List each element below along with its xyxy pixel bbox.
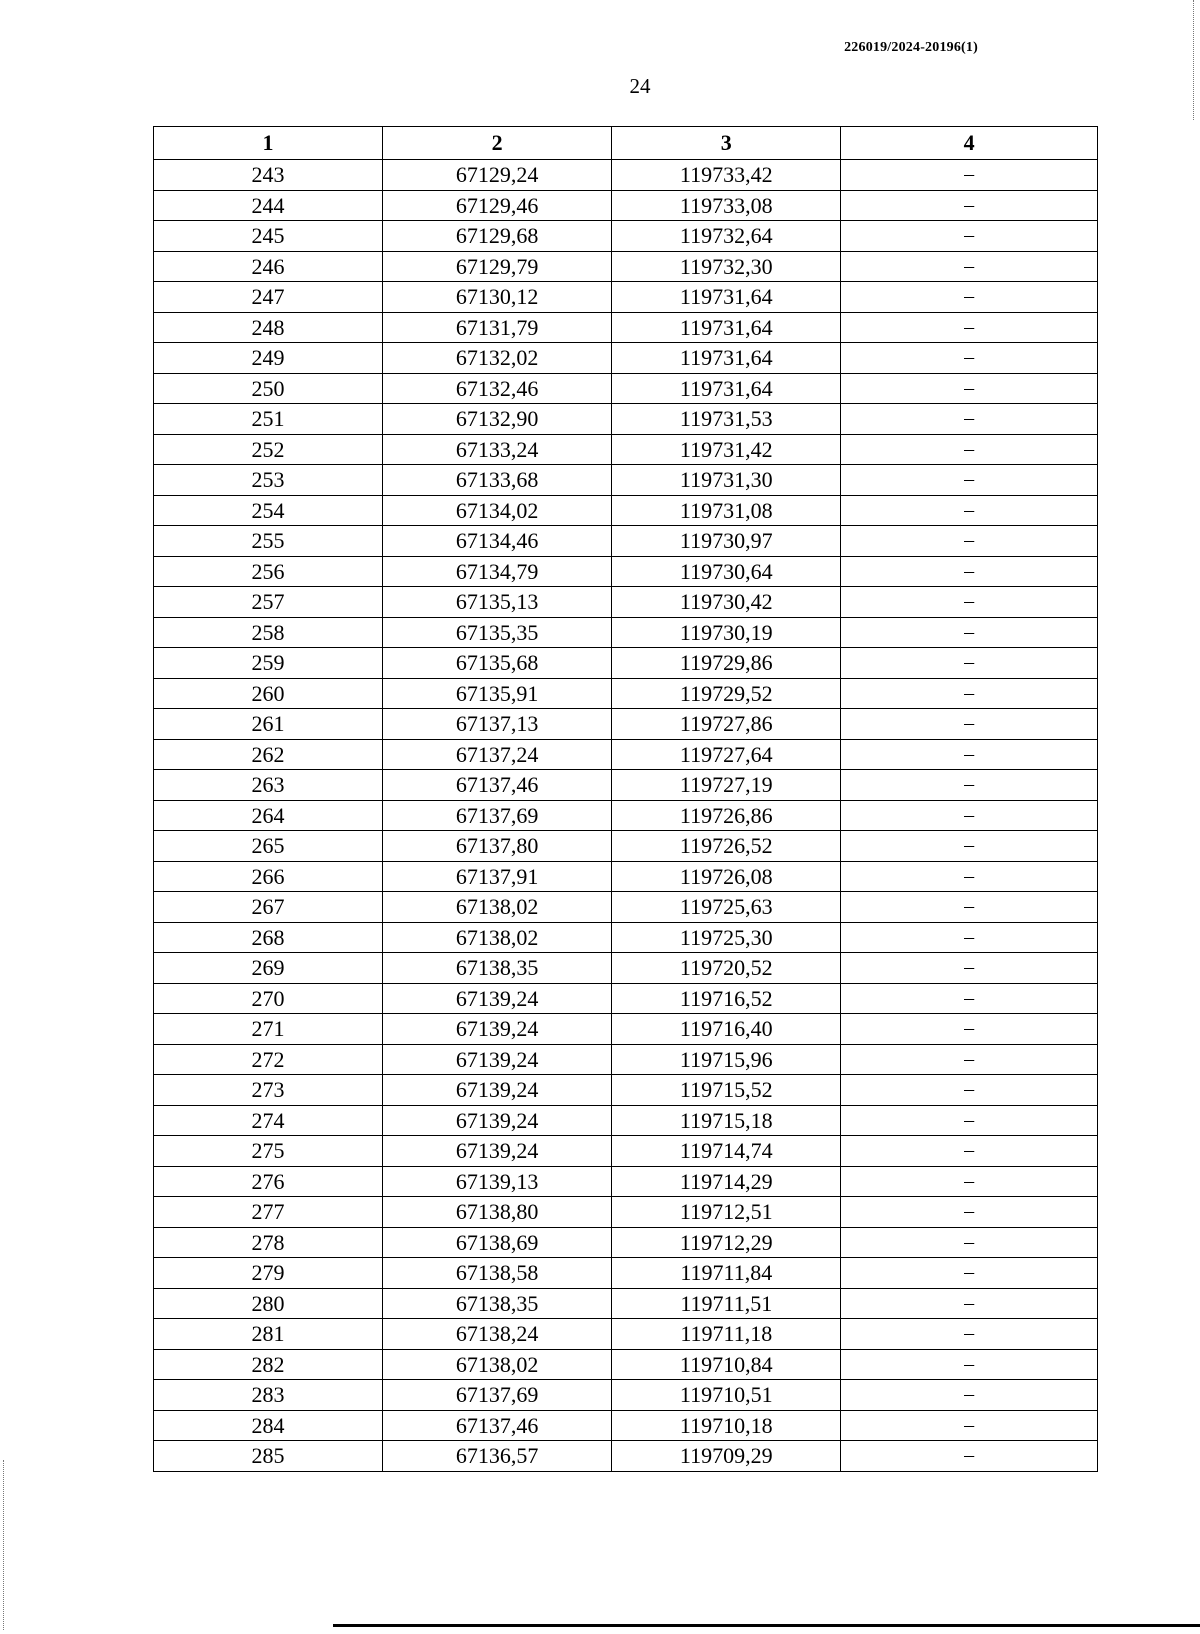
- point-number-cell: 248: [154, 312, 383, 343]
- y-coordinate-cell: 119715,18: [612, 1105, 841, 1136]
- table-row: [154, 343, 1098, 374]
- note-cell: –: [841, 556, 1098, 587]
- point-number-cell: 273: [154, 1075, 383, 1106]
- table-row: [154, 709, 1098, 740]
- y-coordinate-cell: 119731,53: [612, 404, 841, 435]
- note-cell: –: [841, 1044, 1098, 1075]
- y-coordinate-cell: 119731,30: [612, 465, 841, 496]
- table-row: [154, 1441, 1098, 1472]
- table-row: [154, 434, 1098, 465]
- note-cell: –: [841, 1288, 1098, 1319]
- note-cell: –: [841, 1258, 1098, 1289]
- table-row: [154, 312, 1098, 343]
- x-coordinate-cell: 67138,58: [383, 1258, 612, 1289]
- point-number-cell: 246: [154, 251, 383, 282]
- point-number-cell: 263: [154, 770, 383, 801]
- y-coordinate-cell: 119733,08: [612, 190, 841, 221]
- point-number-cell: 272: [154, 1044, 383, 1075]
- y-coordinate-cell: 119733,42: [612, 160, 841, 191]
- x-coordinate-cell: 67131,79: [383, 312, 612, 343]
- point-number-cell: 277: [154, 1197, 383, 1228]
- x-coordinate-cell: 67130,12: [383, 282, 612, 313]
- x-coordinate-cell: 67129,46: [383, 190, 612, 221]
- y-coordinate-cell: 119710,51: [612, 1380, 841, 1411]
- note-cell: –: [841, 221, 1098, 252]
- x-coordinate-cell: 67139,24: [383, 983, 612, 1014]
- point-number-cell: 253: [154, 465, 383, 496]
- y-coordinate-cell: 119710,18: [612, 1410, 841, 1441]
- table-row: [154, 648, 1098, 679]
- y-coordinate-cell: 119731,64: [612, 373, 841, 404]
- note-cell: –: [841, 953, 1098, 984]
- point-number-cell: 259: [154, 648, 383, 679]
- note-cell: –: [841, 739, 1098, 770]
- y-coordinate-cell: 119729,86: [612, 648, 841, 679]
- note-cell: –: [841, 1380, 1098, 1411]
- point-number-cell: 245: [154, 221, 383, 252]
- note-cell: –: [841, 831, 1098, 862]
- point-number-cell: 252: [154, 434, 383, 465]
- point-number-cell: 244: [154, 190, 383, 221]
- table-row: [154, 1197, 1098, 1228]
- point-number-cell: 267: [154, 892, 383, 923]
- table-row: [154, 1136, 1098, 1167]
- table-row: [154, 892, 1098, 923]
- scan-edge-mark-right: [1192, 0, 1194, 120]
- y-coordinate-cell: 119730,64: [612, 556, 841, 587]
- point-number-cell: 285: [154, 1441, 383, 1472]
- x-coordinate-cell: 67133,68: [383, 465, 612, 496]
- x-coordinate-cell: 67139,24: [383, 1014, 612, 1045]
- point-number-cell: 266: [154, 861, 383, 892]
- x-coordinate-cell: 67139,24: [383, 1105, 612, 1136]
- point-number-cell: 261: [154, 709, 383, 740]
- point-number-cell: 260: [154, 678, 383, 709]
- y-coordinate-cell: 119727,64: [612, 739, 841, 770]
- note-cell: –: [841, 770, 1098, 801]
- point-number-cell: 257: [154, 587, 383, 618]
- point-number-cell: 274: [154, 1105, 383, 1136]
- note-cell: –: [841, 922, 1098, 953]
- table-row: [154, 160, 1098, 191]
- x-coordinate-cell: 67139,24: [383, 1075, 612, 1106]
- x-coordinate-cell: 67137,46: [383, 770, 612, 801]
- point-number-cell: 284: [154, 1410, 383, 1441]
- x-coordinate-cell: 67137,13: [383, 709, 612, 740]
- note-cell: –: [841, 282, 1098, 313]
- x-coordinate-cell: 67135,68: [383, 648, 612, 679]
- point-number-cell: 269: [154, 953, 383, 984]
- table-row: [154, 1319, 1098, 1350]
- point-number-cell: 254: [154, 495, 383, 526]
- x-coordinate-cell: 67132,02: [383, 343, 612, 374]
- table-row: [154, 861, 1098, 892]
- table-row: [154, 739, 1098, 770]
- x-coordinate-cell: 67138,69: [383, 1227, 612, 1258]
- x-coordinate-cell: 67133,24: [383, 434, 612, 465]
- y-coordinate-cell: 119716,40: [612, 1014, 841, 1045]
- column-header-4: 4: [841, 127, 1098, 160]
- table-row: [154, 1075, 1098, 1106]
- note-cell: –: [841, 983, 1098, 1014]
- y-coordinate-cell: 119731,64: [612, 312, 841, 343]
- y-coordinate-cell: 119727,19: [612, 770, 841, 801]
- column-header-3: 3: [612, 127, 841, 160]
- table-row: [154, 983, 1098, 1014]
- y-coordinate-cell: 119710,84: [612, 1349, 841, 1380]
- y-coordinate-cell: 119709,29: [612, 1441, 841, 1472]
- point-number-cell: 265: [154, 831, 383, 862]
- point-number-cell: 264: [154, 800, 383, 831]
- y-coordinate-cell: 119731,08: [612, 495, 841, 526]
- note-cell: –: [841, 1349, 1098, 1380]
- y-coordinate-cell: 119731,42: [612, 434, 841, 465]
- note-cell: –: [841, 1441, 1098, 1472]
- x-coordinate-cell: 67132,46: [383, 373, 612, 404]
- note-cell: –: [841, 861, 1098, 892]
- y-coordinate-cell: 119715,96: [612, 1044, 841, 1075]
- table-row: [154, 1166, 1098, 1197]
- x-coordinate-cell: 67137,91: [383, 861, 612, 892]
- note-cell: –: [841, 160, 1098, 191]
- y-coordinate-cell: 119731,64: [612, 343, 841, 374]
- table-row: [154, 1044, 1098, 1075]
- point-number-cell: 243: [154, 160, 383, 191]
- y-coordinate-cell: 119730,19: [612, 617, 841, 648]
- note-cell: –: [841, 404, 1098, 435]
- note-cell: –: [841, 190, 1098, 221]
- note-cell: –: [841, 1105, 1098, 1136]
- y-coordinate-cell: 119726,08: [612, 861, 841, 892]
- note-cell: –: [841, 587, 1098, 618]
- table-row: [154, 587, 1098, 618]
- x-coordinate-cell: 67135,91: [383, 678, 612, 709]
- x-coordinate-cell: 67134,02: [383, 495, 612, 526]
- y-coordinate-cell: 119730,42: [612, 587, 841, 618]
- table-row: [154, 1410, 1098, 1441]
- table-row: [154, 1227, 1098, 1258]
- y-coordinate-cell: 119732,64: [612, 221, 841, 252]
- y-coordinate-cell: 119714,74: [612, 1136, 841, 1167]
- table-row: [154, 1014, 1098, 1045]
- document-reference-number: 226019/2024-20196(1): [844, 40, 978, 55]
- page-number: 24: [629, 74, 651, 98]
- table-row: [154, 678, 1098, 709]
- note-cell: –: [841, 312, 1098, 343]
- table-row: [154, 617, 1098, 648]
- y-coordinate-cell: 119731,64: [612, 282, 841, 313]
- note-cell: –: [841, 1319, 1098, 1350]
- table-row: [154, 190, 1098, 221]
- x-coordinate-cell: 67137,80: [383, 831, 612, 862]
- table-row: [154, 1349, 1098, 1380]
- table-row: [154, 953, 1098, 984]
- point-number-cell: 280: [154, 1288, 383, 1319]
- coordinates-table: [153, 126, 1098, 1472]
- table-row: [154, 282, 1098, 313]
- table-row: [154, 922, 1098, 953]
- note-cell: –: [841, 1136, 1098, 1167]
- note-cell: –: [841, 648, 1098, 679]
- note-cell: –: [841, 434, 1098, 465]
- note-cell: –: [841, 1166, 1098, 1197]
- x-coordinate-cell: 67135,13: [383, 587, 612, 618]
- table-row: [154, 373, 1098, 404]
- y-coordinate-cell: 119732,30: [612, 251, 841, 282]
- note-cell: –: [841, 343, 1098, 374]
- x-coordinate-cell: 67138,02: [383, 922, 612, 953]
- note-cell: –: [841, 892, 1098, 923]
- table-row: [154, 800, 1098, 831]
- table-row: [154, 1288, 1098, 1319]
- x-coordinate-cell: 67138,80: [383, 1197, 612, 1228]
- y-coordinate-cell: 119727,86: [612, 709, 841, 740]
- table-row: [154, 556, 1098, 587]
- column-header-2: 2: [383, 127, 612, 160]
- y-coordinate-cell: 119725,63: [612, 892, 841, 923]
- table-row: [154, 465, 1098, 496]
- note-cell: –: [841, 251, 1098, 282]
- point-number-cell: 268: [154, 922, 383, 953]
- x-coordinate-cell: 67134,46: [383, 526, 612, 557]
- x-coordinate-cell: 67137,69: [383, 800, 612, 831]
- note-cell: –: [841, 1197, 1098, 1228]
- table-body: [154, 160, 1098, 1472]
- x-coordinate-cell: 67139,24: [383, 1044, 612, 1075]
- point-number-cell: 251: [154, 404, 383, 435]
- x-coordinate-cell: 67138,24: [383, 1319, 612, 1350]
- point-number-cell: 278: [154, 1227, 383, 1258]
- x-coordinate-cell: 67138,02: [383, 1349, 612, 1380]
- table-row: [154, 251, 1098, 282]
- x-coordinate-cell: 67135,35: [383, 617, 612, 648]
- x-coordinate-cell: 67138,35: [383, 953, 612, 984]
- y-coordinate-cell: 119711,84: [612, 1258, 841, 1289]
- point-number-cell: 255: [154, 526, 383, 557]
- table-row: [154, 404, 1098, 435]
- y-coordinate-cell: 119729,52: [612, 678, 841, 709]
- x-coordinate-cell: 67137,46: [383, 1410, 612, 1441]
- note-cell: –: [841, 1227, 1098, 1258]
- x-coordinate-cell: 67137,69: [383, 1380, 612, 1411]
- point-number-cell: 283: [154, 1380, 383, 1411]
- note-cell: –: [841, 1014, 1098, 1045]
- x-coordinate-cell: 67138,35: [383, 1288, 612, 1319]
- note-cell: –: [841, 526, 1098, 557]
- point-number-cell: 271: [154, 1014, 383, 1045]
- x-coordinate-cell: 67139,24: [383, 1136, 612, 1167]
- note-cell: –: [841, 495, 1098, 526]
- table-row: [154, 1380, 1098, 1411]
- note-cell: –: [841, 800, 1098, 831]
- y-coordinate-cell: 119726,86: [612, 800, 841, 831]
- point-number-cell: 281: [154, 1319, 383, 1350]
- note-cell: –: [841, 1410, 1098, 1441]
- y-coordinate-cell: 119711,51: [612, 1288, 841, 1319]
- point-number-cell: 256: [154, 556, 383, 587]
- table-header-row: [154, 127, 1098, 160]
- y-coordinate-cell: 119712,51: [612, 1197, 841, 1228]
- point-number-cell: 270: [154, 983, 383, 1014]
- note-cell: –: [841, 709, 1098, 740]
- point-number-cell: 282: [154, 1349, 383, 1380]
- note-cell: –: [841, 617, 1098, 648]
- x-coordinate-cell: 67137,24: [383, 739, 612, 770]
- y-coordinate-cell: 119712,29: [612, 1227, 841, 1258]
- note-cell: –: [841, 678, 1098, 709]
- point-number-cell: 250: [154, 373, 383, 404]
- point-number-cell: 258: [154, 617, 383, 648]
- point-number-cell: 279: [154, 1258, 383, 1289]
- table-row: [154, 1105, 1098, 1136]
- column-header-1: 1: [154, 127, 383, 160]
- x-coordinate-cell: 67138,02: [383, 892, 612, 923]
- y-coordinate-cell: 119730,97: [612, 526, 841, 557]
- point-number-cell: 276: [154, 1166, 383, 1197]
- table-row: [154, 221, 1098, 252]
- table-row: [154, 495, 1098, 526]
- x-coordinate-cell: 67129,24: [383, 160, 612, 191]
- table-row: [154, 770, 1098, 801]
- x-coordinate-cell: 67132,90: [383, 404, 612, 435]
- point-number-cell: 275: [154, 1136, 383, 1167]
- y-coordinate-cell: 119720,52: [612, 953, 841, 984]
- note-cell: –: [841, 1075, 1098, 1106]
- y-coordinate-cell: 119714,29: [612, 1166, 841, 1197]
- table-row: [154, 831, 1098, 862]
- point-number-cell: 247: [154, 282, 383, 313]
- y-coordinate-cell: 119711,18: [612, 1319, 841, 1350]
- table-row: [154, 1258, 1098, 1289]
- note-cell: –: [841, 373, 1098, 404]
- y-coordinate-cell: 119715,52: [612, 1075, 841, 1106]
- y-coordinate-cell: 119726,52: [612, 831, 841, 862]
- x-coordinate-cell: 67136,57: [383, 1441, 612, 1472]
- x-coordinate-cell: 67134,79: [383, 556, 612, 587]
- point-number-cell: 262: [154, 739, 383, 770]
- x-coordinate-cell: 67129,79: [383, 251, 612, 282]
- point-number-cell: 249: [154, 343, 383, 374]
- bottom-rule: [333, 1624, 1200, 1627]
- note-cell: –: [841, 465, 1098, 496]
- scan-edge-mark-left: [3, 1460, 5, 1630]
- x-coordinate-cell: 67139,13: [383, 1166, 612, 1197]
- y-coordinate-cell: 119716,52: [612, 983, 841, 1014]
- x-coordinate-cell: 67129,68: [383, 221, 612, 252]
- y-coordinate-cell: 119725,30: [612, 922, 841, 953]
- table-row: [154, 526, 1098, 557]
